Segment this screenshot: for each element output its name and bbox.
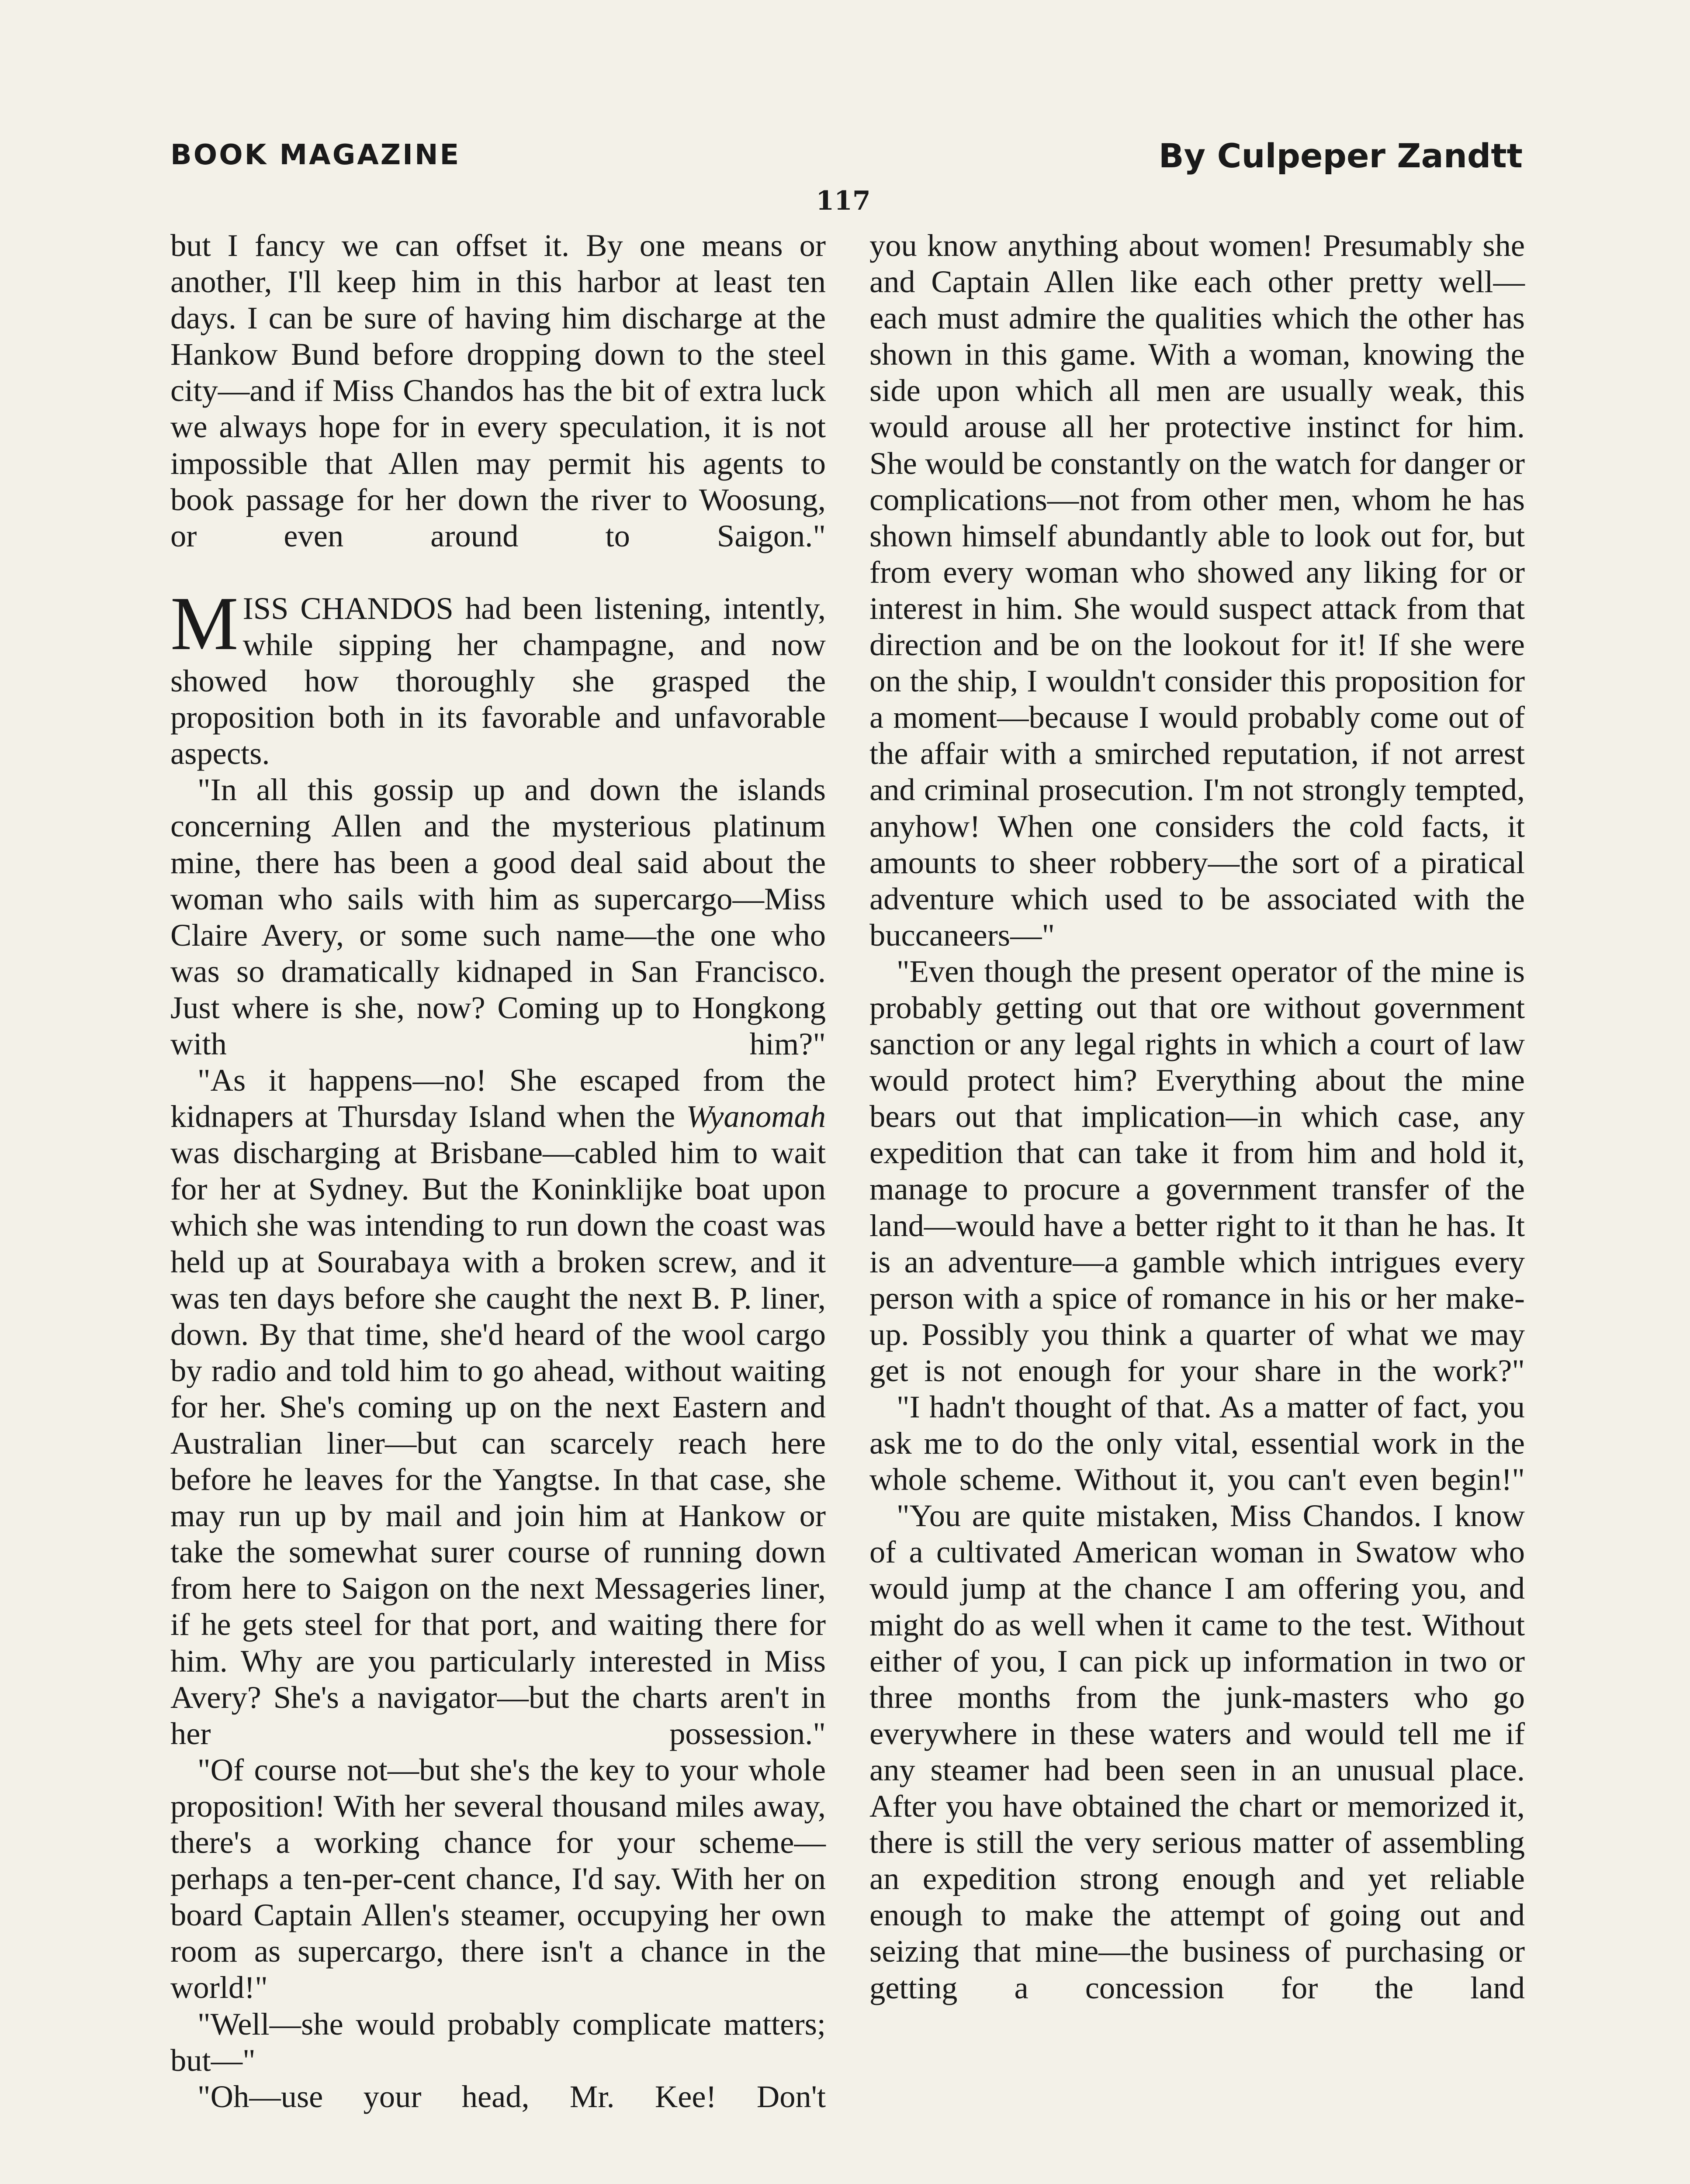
paragraph: "Even though the present operator of the mine is probably getting out that ore without government sanction or any legal rights in which a court of law would protect him? Everything about the mine bears out that implication—in which case, any expedition that can take it from him and hold it, manage to procure a government transfer of the land—would have a better right to it than he has. It is an adventure—a gamble which intrigues every person with a spice of romance in his or her make-up. Possibly you think a quarter of what we may get is not enough for your share in the work?" xyxy=(869,953,1525,1388)
left-column xyxy=(170,227,826,2115)
paragraph: "Of course not—but she's the key to your whole proposition! With her several thousand miles away, there's a working chance for your scheme—perhaps a ten-per-cent chance, I'd say. With her on board Captain Allen's steamer, occupying her own room as supercargo, there isn't a chance in the world!" xyxy=(170,1752,826,2005)
paragraph-text: ISS CHANDOS had been listening, intently, while sipping her champagne, and now showed how thoroughly she grasped the proposition both in its favorable and unfavorable aspects. xyxy=(170,590,826,771)
paragraph xyxy=(170,1062,826,1752)
paragraph-text: was discharging at Brisbane—cabled him to wait for her at Sydney. But the Koninklijke boat upon which she was intending to run down the coast was held up at Sourabaya with a broken screw, and it was ten days before she caught the next B. P. liner, down. By that time, she'd heard of the wool cargo by radio and told him to go ahead, without waiting for her. She's coming up on the next Eastern and Australian liner—but can scarcely reach here before he leaves for the Yangtse. In that case, she may run up by mail and join him at Hankow or take the somewhat surer course of running down from here to Saigon on the next Messageries liner, if he gets steel for that port, and waiting there for him. Why are you particularly interested in Miss Avery? She's a navigator—but the charts aren't in her possession." xyxy=(170,1135,826,1751)
paragraph: you know anything about women! Presumably she and Captain Allen like each other pretty well—each must admire the qualities which the other has shown in this game. With a woman, knowing the side upon which all men are usually weak, this would arouse all her protective instinct for him. She would be constantly on the watch for danger or complications—not from other men, whom he has shown himself abundantly able to look out for, but from every woman who showed any liking for or interest in him. She would suspect attack from that direction and be on the lookout for it! If she were on the ship, I wouldn't consider this proposition for a moment—because I would probably come out of the affair with a smirched reputation, if not arrest and criminal prosecution. I'm not strongly tempted, anyhow! When one considers the cold facts, it amounts to sheer robbery—the sort of a piratical adventure which used to be associated with the buccaneers—" xyxy=(869,228,1525,953)
paragraph: "In all this gossip up and down the islands concerning Allen and the mysterious platinum mine, there has been a good deal said about the woman who sails with him as supercargo—Miss Claire Avery, or some such name—the one who was so dramatically kidnaped in San Francisco. Just where is she, now? Coming up to Hongkong with him?" xyxy=(170,772,826,1061)
paragraph-with-dropcap xyxy=(170,581,826,771)
paragraph: "Well—she would probably complicate matters; but—" xyxy=(170,2006,826,2078)
paragraph-text: "As it happens—no! She escaped from the kidnapers at Thursday Island when the xyxy=(170,1062,826,1134)
paragraph: "I hadn't thought of that. As a matter of fact, you ask me to do the only vital, essential work in the whole scheme. Without it, you can't even begin!" xyxy=(869,1389,1525,1497)
running-head-right: By Culpeper Zandtt xyxy=(1158,136,1523,175)
paragraph: "You are quite mistaken, Miss Chandos. I know of a cultivated American woman in Swatow who would jump at the chance I am offering you, and might do as well when it came to the test. Without either of you, I can pick up information in two or three months from the junk-masters who go everywhere in these waters and would tell me if any steamer had been seen in an unusual place. After you have obtained the chart or memorized it, there is still the very serious matter of assembling an expedition strong enough and yet reliable enough to make the attempt of going out and seizing that mine—the business of purchasing or getting a concession for the land xyxy=(869,1498,1525,2005)
paragraph: but I fancy we can offset it. By one means or another, I'll keep him in this harbor at least ten days. I can be sure of having him discharge at the Hankow Bund before dropping down to the steel city—and if Miss Chandos has the bit of extra luck we always hope for in every speculation, it is not impossible that Allen may permit his agents to book passage for her down the river to Woosung, or even around to Saigon." xyxy=(170,228,826,553)
drop-cap: M xyxy=(170,581,239,666)
ship-name: Wyanomah xyxy=(686,1099,826,1134)
running-head-left: BOOK MAGAZINE xyxy=(170,139,461,171)
right-column xyxy=(869,227,1525,2006)
paragraph: "Oh—use your head, Mr. Kee! Don't xyxy=(197,2078,826,2114)
page-number: 117 xyxy=(816,186,871,216)
